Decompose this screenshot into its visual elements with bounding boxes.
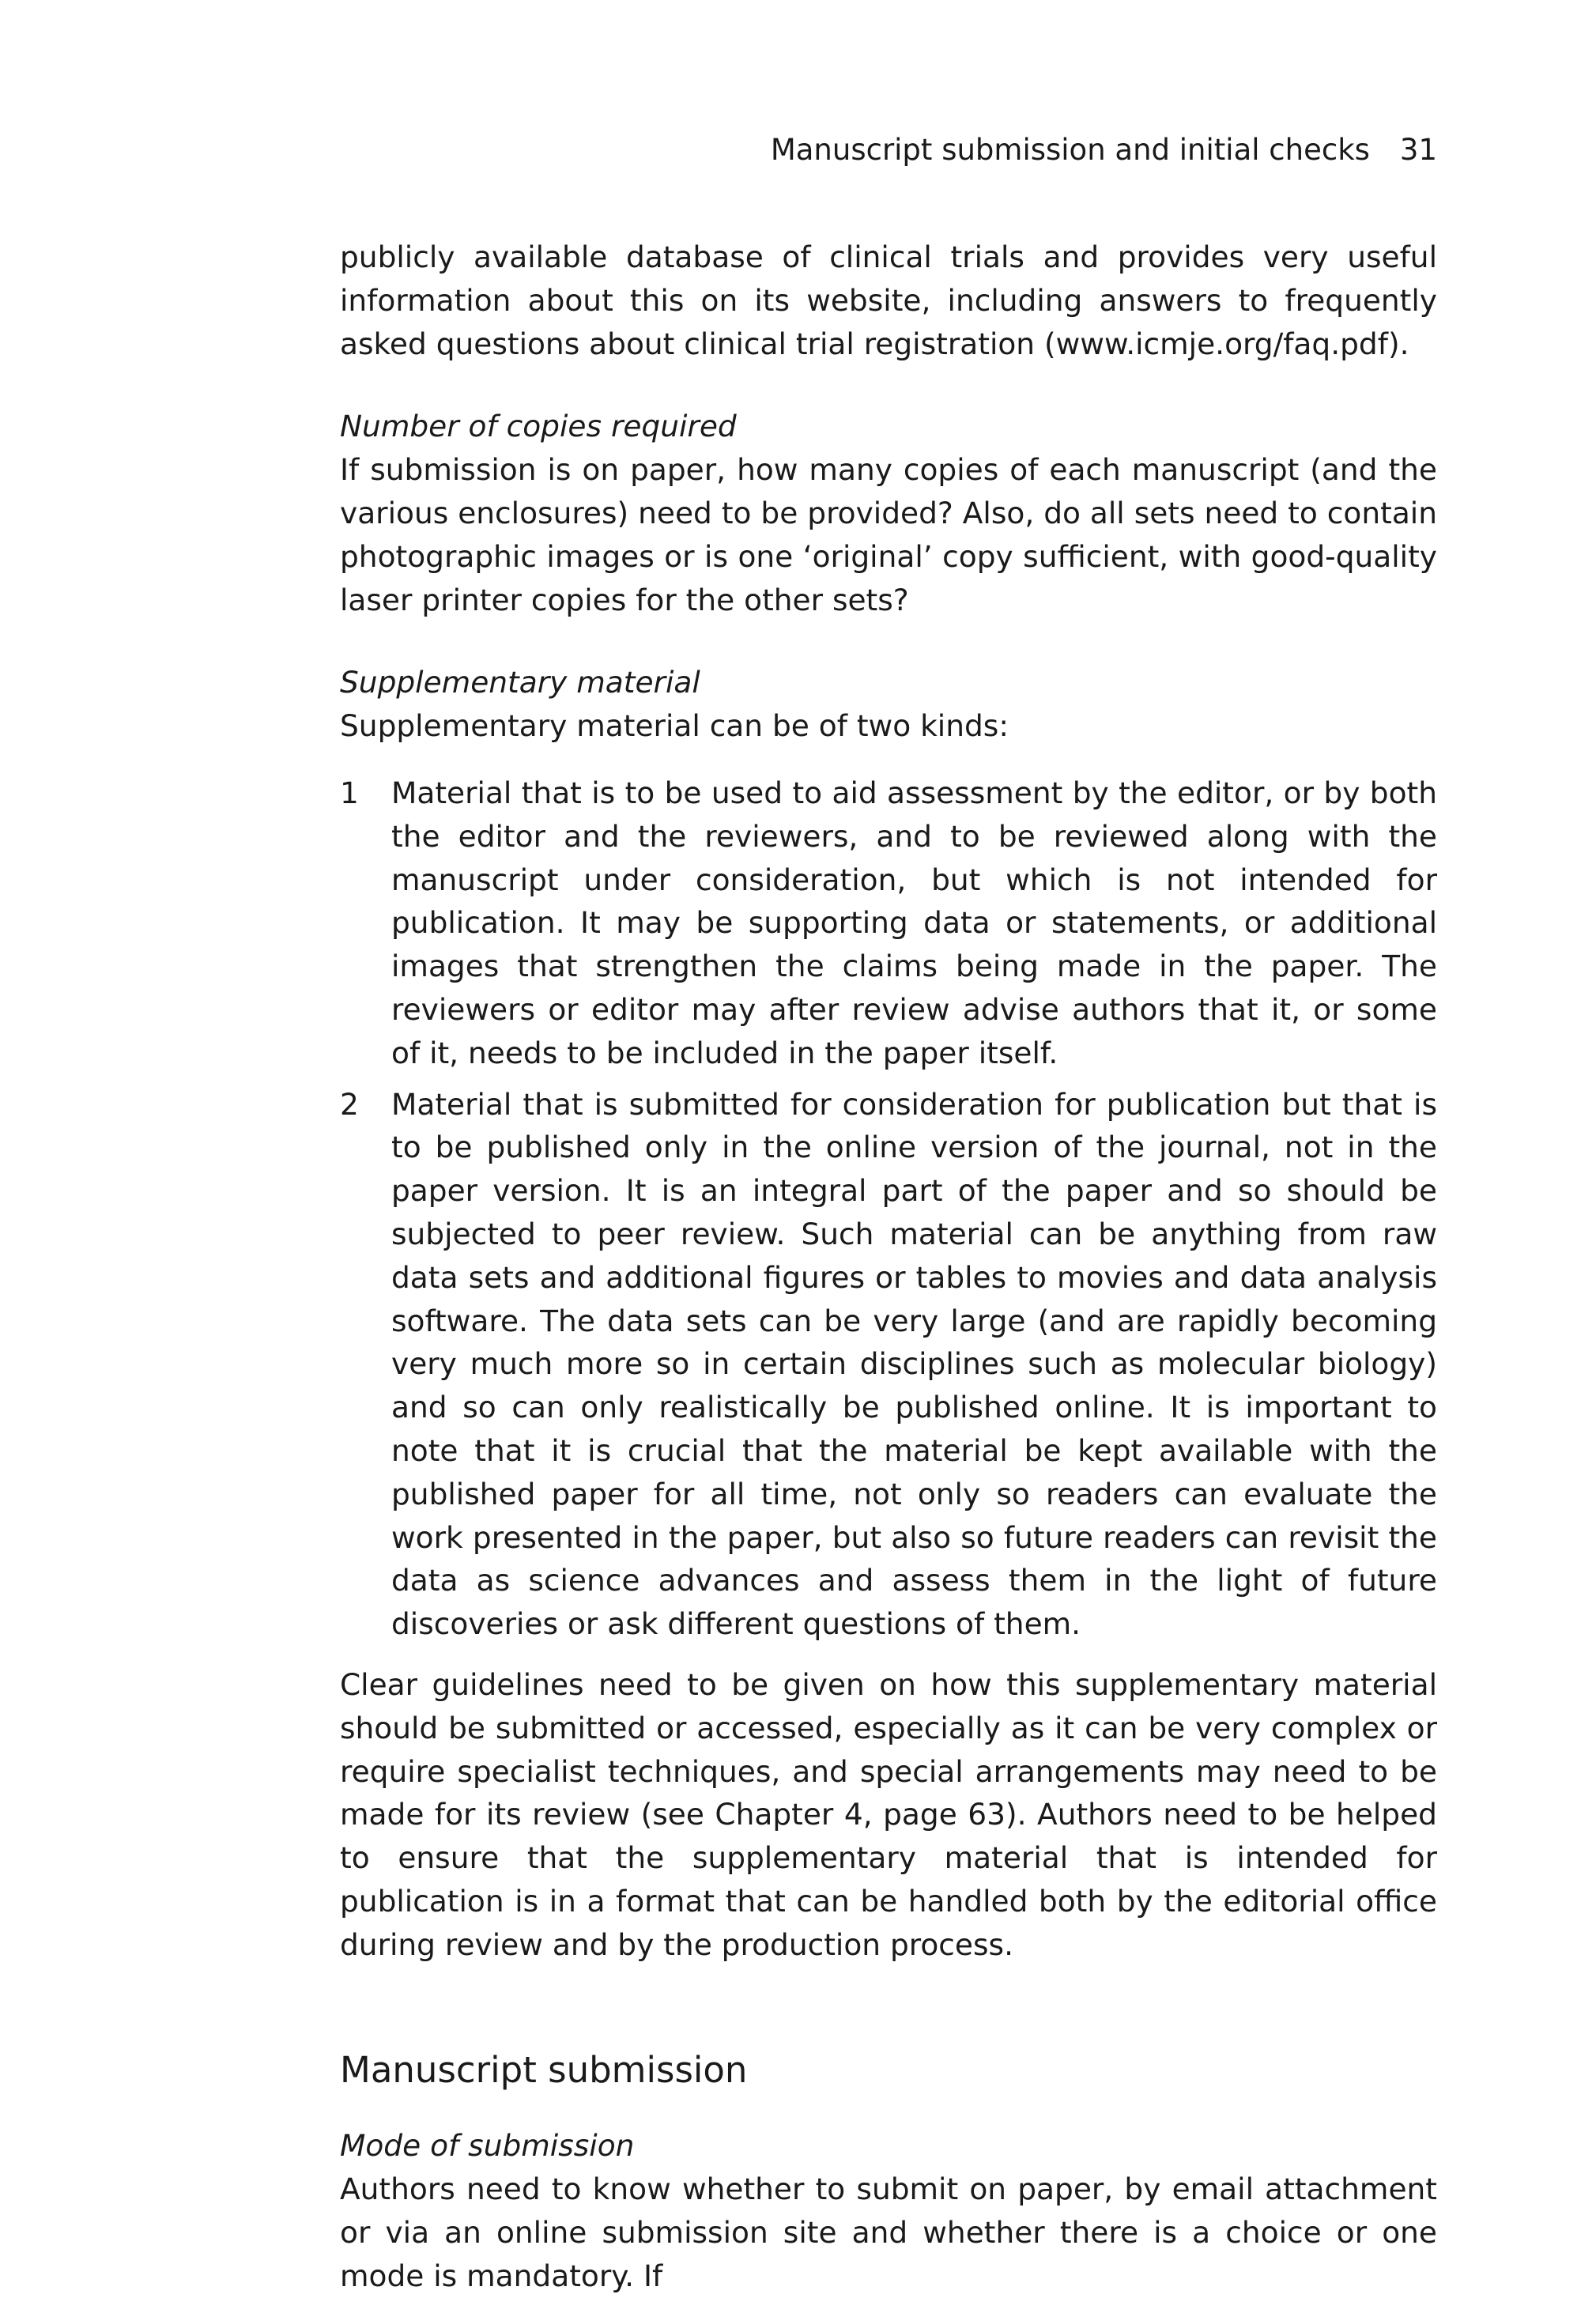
list-item-text: Material that is to be used to aid assessment by the editor, or by both the editor and the reviewers, and to be reviewed along with the manuscript under consideration, but which is not intended for publication. It may be supporting data or statements, or additional images that strengthen the claims being made in the paper. The reviewers or editor may after review advise authors that it, or some of it, needs to be included in the paper itself. — [391, 775, 1437, 1070]
supplementary-list — [340, 772, 1437, 1646]
supplementary-closing-paragraph: Clear guidelines need to be given on how this supplementary material should be submitted or accessed, especially as it can be very complex or require specialist techniques, and special arrangements may need to be made for its review (see Chapter 4, page 63). Authors need to be helped to ensure that the supplementary material that is intended for publication is in a format that can be handled both by the editorial office during review and by the production process. — [340, 1666, 1437, 1962]
supplementary-lead: Supplementary material can be of two kinds: — [340, 708, 1009, 744]
copies-paragraph: If submission is on paper, how many copies of each manuscript (and the various enclosures) need to be provided? Also, do all sets need to contain photographic images or is one ‘original’ copy sufficient, with good-quality laser printer copies for the other sets? — [340, 452, 1437, 617]
page-number: 31 — [1399, 133, 1437, 167]
list-item — [340, 1083, 1437, 1646]
supplementary-subheading: Supplementary material — [340, 665, 700, 700]
section-heading: Manuscript submission — [340, 2049, 748, 2092]
mode-paragraph: Authors need to know whether to submit on paper, by email attachment or via an online submission site and whether there is a choice or one mode is mandatory. If — [340, 2172, 1437, 2293]
intro-paragraph: publicly available database of clinical trials and provides very useful information about this on its website, including answers to frequently asked questions about clinical trial registration (www.icmje.org/faq.pdf). — [340, 240, 1437, 361]
copies-subheading: Number of copies required — [340, 409, 737, 444]
list-item-number: 2 — [340, 1086, 359, 1122]
list-item — [340, 772, 1437, 1075]
page-body — [340, 236, 1437, 2298]
running-head-title: Manuscript submission and initial checks — [770, 133, 1370, 167]
list-item-number: 1 — [340, 775, 359, 810]
running-head — [771, 133, 1437, 168]
list-item-text: Material that is submitted for consideration for publication but that is to be published only in the online version of the journal, not in the paper version. It is an integral part of the paper and so should be subjected to peer review. Such material can be anything from raw data sets and additional figures or tables to movies and data analysis software. The data sets can be very large (and are rapidly becoming very much more so in certain disciplines such as molecular biology) and so can only realistically be published online. It is important to note that it is crucial that the material be kept available with the published paper for all time, not only so readers can evaluate the work presented in the paper, but also so future readers can revisit the data as science advances and assess them in the light of future discoveries or ask different questions of them. — [391, 1086, 1437, 1642]
mode-subheading: Mode of submission — [340, 2128, 635, 2164]
